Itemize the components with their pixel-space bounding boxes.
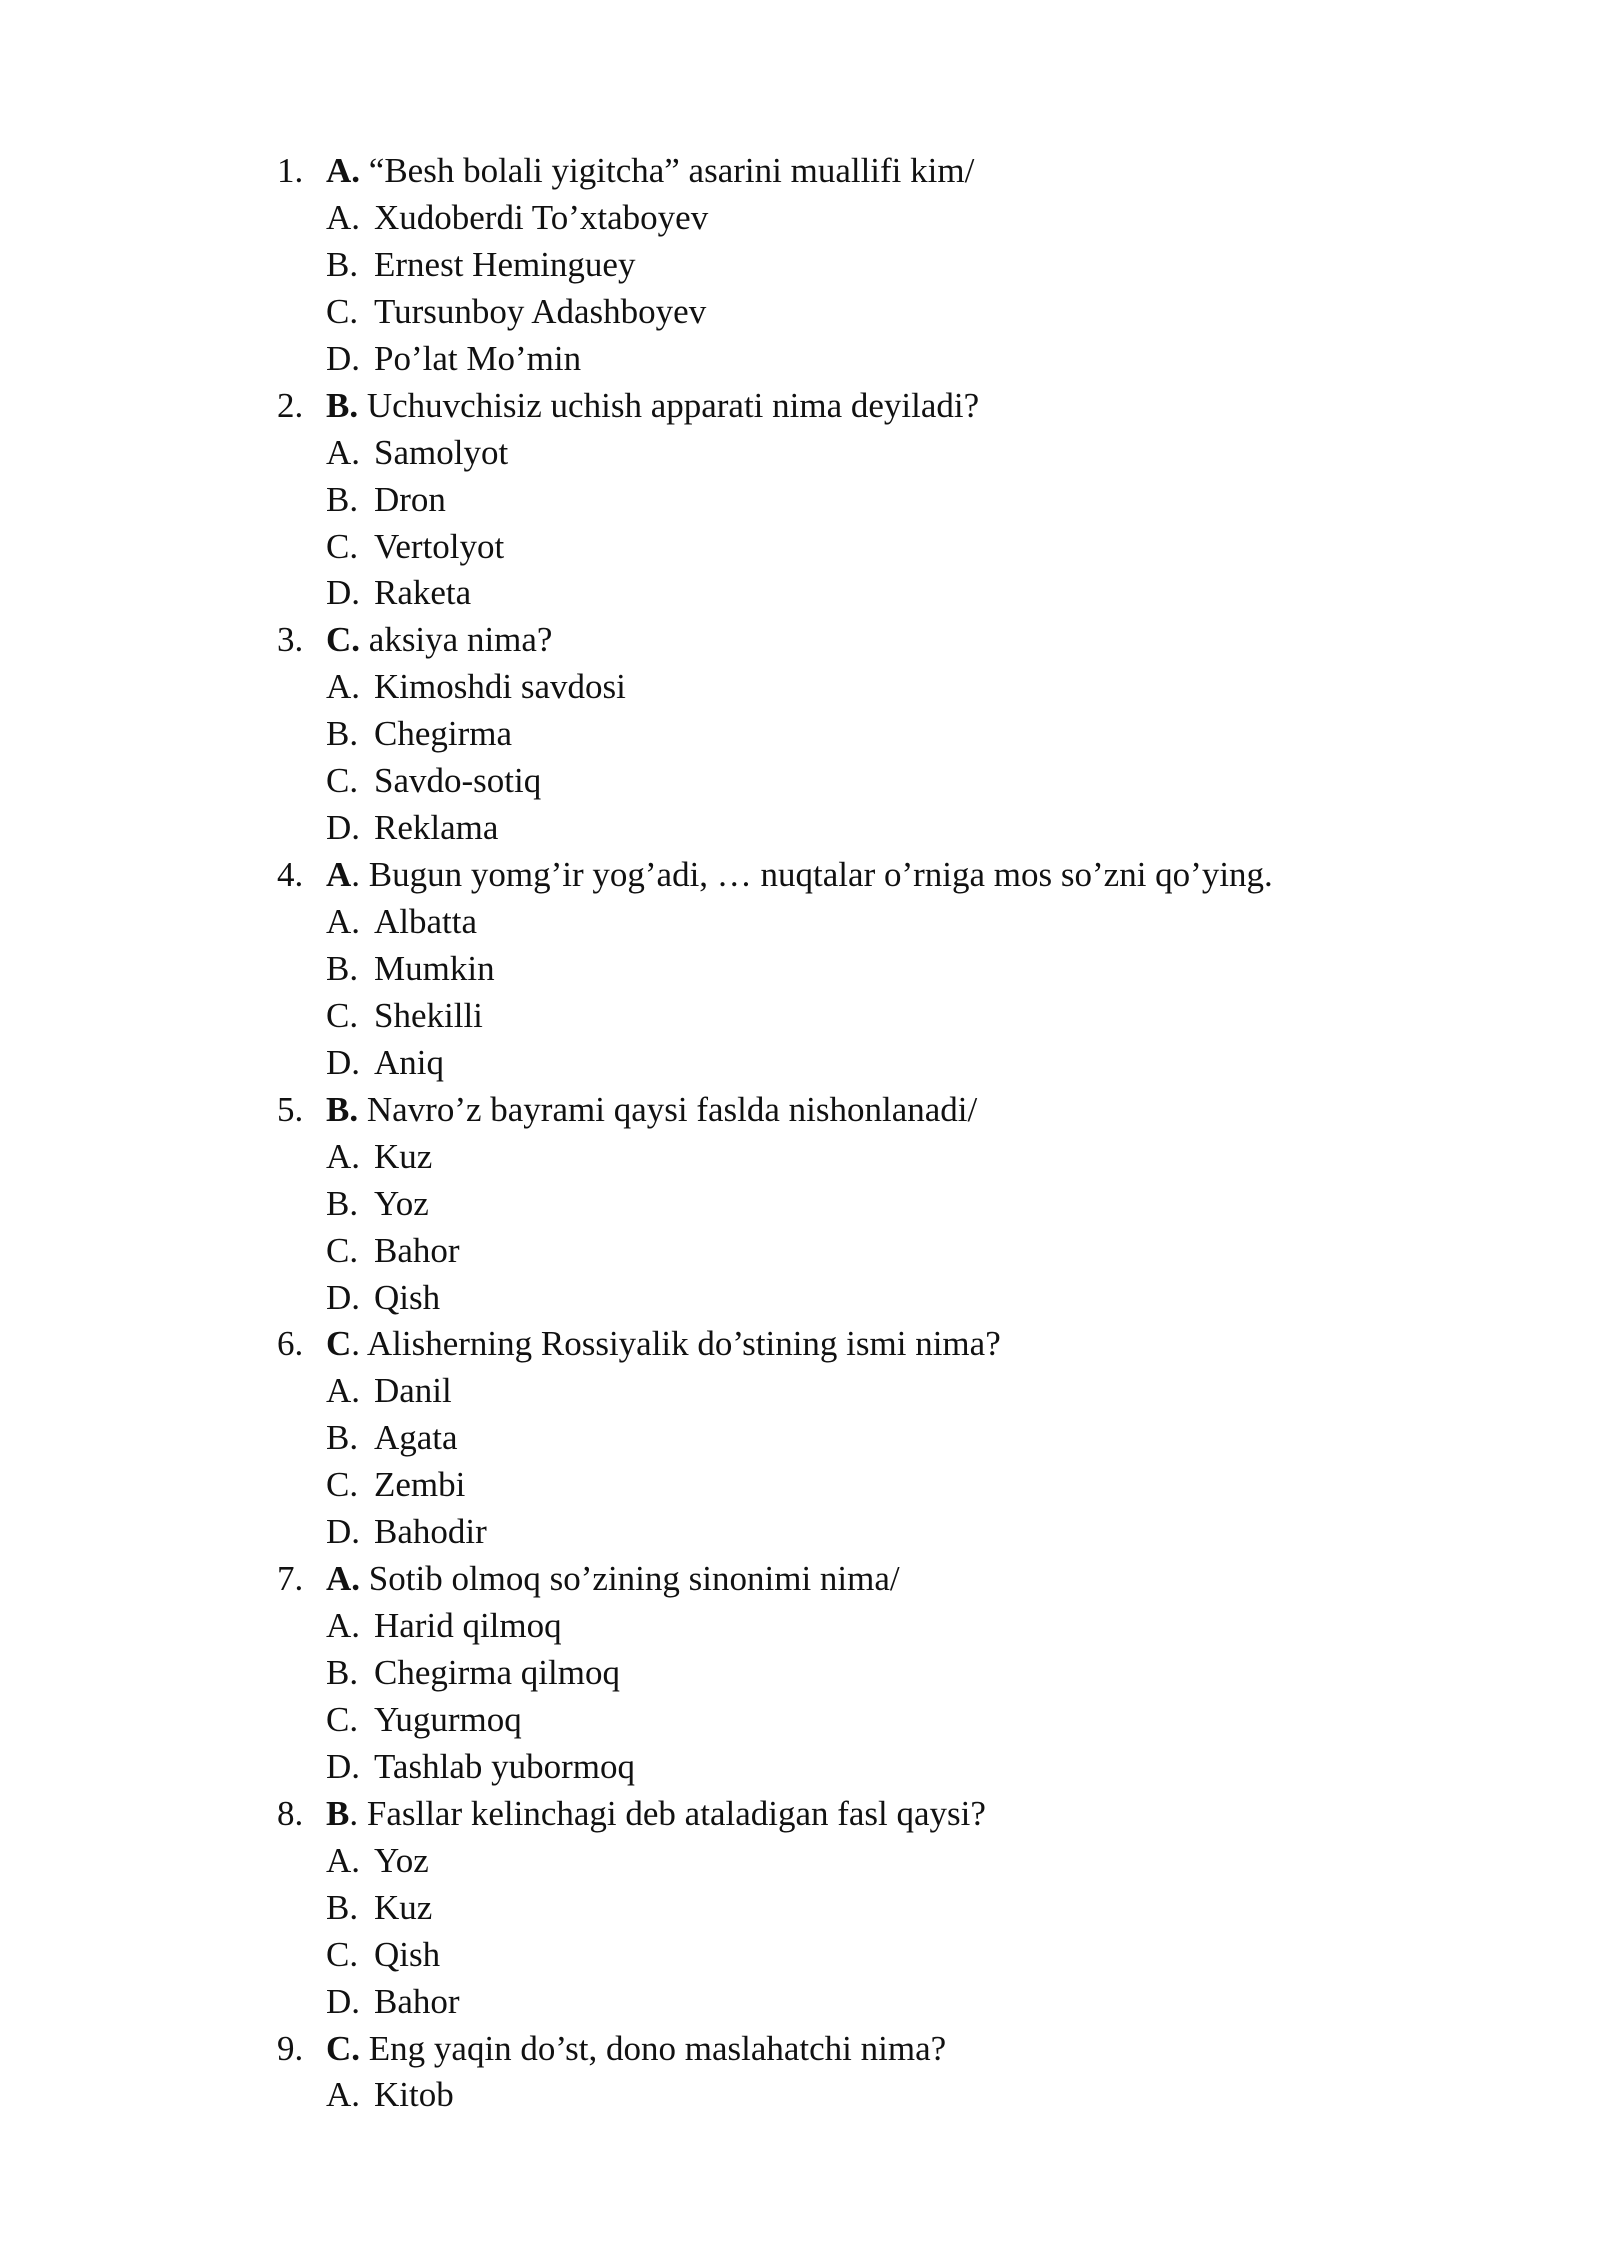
option-content	[326, 1509, 487, 1556]
option-content	[326, 711, 512, 758]
question-4	[277, 852, 1477, 899]
option-letter: C.	[326, 291, 359, 331]
question-prompt: Uchuvchisiz uchish apparati nima deyiladi?	[358, 385, 980, 425]
option-text: Savdo-sotiq	[374, 761, 542, 801]
option-text: Po’lat Mo’min	[374, 338, 582, 378]
question-prompt: . Fasllar kelinchagi deb ataladigan fasl qaysi?	[349, 1793, 986, 1833]
option-content	[326, 1462, 465, 1509]
question-number: 4.	[277, 855, 304, 895]
answer-option	[277, 524, 1477, 571]
question-prompt: aksiya nima?	[360, 620, 553, 660]
answer-option	[277, 336, 1477, 383]
option-content	[326, 2072, 454, 2119]
option-letter: B.	[326, 1653, 359, 1692]
option-letter: D.	[326, 1042, 361, 1082]
option-letter: A.	[326, 667, 361, 707]
option-letter: C.	[326, 995, 359, 1035]
option-content	[326, 430, 508, 477]
option-content	[326, 758, 541, 805]
option-content	[326, 664, 626, 711]
question-number: 2.	[277, 385, 304, 425]
option-letter: D.	[326, 573, 361, 613]
option-text: Agata	[374, 1418, 458, 1458]
answer-option	[277, 758, 1477, 805]
option-letter: B.	[326, 244, 359, 284]
option-content	[326, 1228, 460, 1275]
option-letter: A.	[326, 1606, 361, 1646]
option-text: Mumkin	[374, 948, 495, 988]
option-letter: B.	[326, 948, 359, 988]
question-number: 9.	[277, 2028, 304, 2068]
question-prompt: Sotib olmoq so’zining sinonimi nima/	[360, 1559, 900, 1599]
option-content	[326, 242, 635, 289]
question-prompt: . Alisherning Rossiyalik do’stining ismi nima?	[351, 1324, 1001, 1364]
option-content	[326, 1744, 635, 1791]
answer-option	[277, 1509, 1477, 1556]
question-text	[326, 1556, 900, 1603]
option-text: Kitob	[374, 2075, 454, 2115]
option-letter: C.	[326, 1465, 359, 1505]
option-letter: C.	[326, 761, 359, 801]
question-number: 5.	[277, 1089, 304, 1129]
option-letter: D.	[326, 808, 361, 848]
answer-option	[277, 805, 1477, 852]
question-8	[277, 1791, 1477, 1838]
option-text: Kimoshdi savdosi	[374, 667, 626, 707]
question-text	[326, 383, 979, 430]
answer-option	[277, 946, 1477, 993]
question-text	[326, 1791, 986, 1838]
option-text: Yoz	[374, 1840, 429, 1880]
option-text: Yugurmoq	[374, 1699, 522, 1739]
option-text: Chegirma	[374, 714, 513, 754]
option-letter: C.	[326, 526, 359, 566]
option-content	[326, 946, 495, 993]
answer-option	[277, 1275, 1477, 1322]
option-text: Xudoberdi To’xtaboyev	[374, 197, 709, 237]
option-letter: D.	[326, 338, 361, 378]
question-text	[326, 1087, 977, 1134]
option-letter: C.	[326, 1230, 359, 1270]
answer-option	[277, 1697, 1477, 1744]
option-letter: B.	[326, 1418, 359, 1458]
option-text: Yoz	[374, 1183, 429, 1223]
answer-option	[277, 711, 1477, 758]
option-letter: C.	[326, 1934, 359, 1974]
option-text: Bahor	[374, 1981, 460, 2021]
option-text: Kuz	[374, 1887, 433, 1927]
option-text: Aniq	[374, 1042, 444, 1082]
option-content	[326, 1275, 440, 1322]
question-prompt: Eng yaqin do’st, dono maslahatchi nima?	[360, 2028, 947, 2068]
option-letter: B.	[326, 479, 359, 519]
answer-option	[277, 1650, 1477, 1697]
option-text: Harid qilmoq	[374, 1606, 562, 1646]
option-text: Samolyot	[374, 432, 509, 472]
question-5	[277, 1087, 1477, 1134]
answer-option	[277, 1979, 1477, 2026]
answer-option	[277, 430, 1477, 477]
option-letter: A.	[326, 902, 361, 941]
answer-option	[277, 289, 1477, 336]
question-number: 1.	[277, 151, 304, 190]
question-1	[277, 148, 1477, 195]
option-text: Ernest Heminguey	[374, 244, 636, 284]
question-2	[277, 383, 1477, 430]
option-content	[326, 805, 498, 852]
answer-key: B.	[326, 385, 359, 425]
option-content	[326, 477, 446, 524]
option-letter: A.	[326, 1840, 361, 1880]
option-text: Bahodir	[374, 1512, 487, 1552]
question-9	[277, 2026, 1477, 2073]
answer-key: C.	[326, 620, 361, 660]
option-content	[326, 289, 706, 336]
question-text	[326, 1321, 1001, 1368]
option-content	[326, 993, 483, 1040]
option-content	[326, 1885, 432, 1932]
answer-option	[277, 1744, 1477, 1791]
option-text: Kuz	[374, 1136, 433, 1176]
option-text: Albatta	[374, 902, 478, 941]
question-6	[277, 1321, 1477, 1368]
answer-option	[277, 1228, 1477, 1275]
option-text: Reklama	[374, 808, 499, 848]
option-letter: A.	[326, 432, 361, 472]
answer-option	[277, 195, 1477, 242]
option-letter: C.	[326, 1699, 359, 1739]
answer-option	[277, 1462, 1477, 1509]
option-text: Chegirma qilmoq	[374, 1653, 620, 1692]
option-content	[326, 1979, 460, 2026]
question-text	[326, 148, 974, 195]
answer-key: B	[326, 1793, 350, 1833]
option-letter: A.	[326, 197, 361, 237]
answer-key: A.	[326, 1559, 361, 1599]
option-text: Bahor	[374, 1230, 460, 1270]
question-3	[277, 617, 1477, 664]
question-prompt: “Besh bolali yigitcha” asarini muallifi kim/	[360, 151, 975, 190]
question-list	[277, 148, 1477, 2119]
option-content	[326, 336, 581, 383]
option-text: Vertolyot	[374, 526, 505, 566]
option-letter: A.	[326, 1136, 361, 1176]
answer-option	[277, 242, 1477, 289]
option-content	[326, 1932, 440, 1979]
option-letter: B.	[326, 714, 359, 754]
option-content	[326, 1134, 432, 1181]
option-text: Danil	[374, 1371, 452, 1411]
answer-key: B.	[326, 1089, 359, 1129]
answer-option	[277, 1134, 1477, 1181]
answer-option	[277, 1838, 1477, 1885]
option-letter: D.	[326, 1746, 361, 1786]
question-number: 6.	[277, 1324, 304, 1364]
question-text	[326, 617, 552, 664]
option-content	[326, 1040, 444, 1087]
option-text: Qish	[374, 1934, 441, 1974]
option-text: Dron	[374, 479, 446, 519]
question-number: 3.	[277, 620, 304, 660]
option-content	[326, 195, 708, 242]
answer-key: A	[326, 855, 352, 895]
option-letter: D.	[326, 1512, 361, 1552]
option-text: Tashlab yubormoq	[374, 1746, 635, 1786]
question-prompt: . Bugun yomg’ir yog’adi, … nuqtalar o’rniga mos so’zni qo’ying.	[351, 855, 1273, 895]
option-text: Raketa	[374, 573, 472, 613]
answer-option	[277, 1932, 1477, 1979]
option-content	[326, 1368, 452, 1415]
answer-option	[277, 664, 1477, 711]
answer-option	[277, 1415, 1477, 1462]
option-content	[326, 1697, 522, 1744]
answer-option	[277, 1040, 1477, 1087]
option-content	[326, 524, 504, 571]
answer-option	[277, 1181, 1477, 1228]
option-content	[326, 899, 477, 946]
question-number: 8.	[277, 1793, 304, 1833]
question-7	[277, 1556, 1477, 1603]
option-letter: B.	[326, 1887, 359, 1927]
option-text: Tursunboy Adashboyev	[374, 291, 707, 331]
answer-option	[277, 2072, 1477, 2119]
answer-option	[277, 1603, 1477, 1650]
option-letter: B.	[326, 1183, 359, 1223]
option-letter: A.	[326, 1371, 361, 1411]
option-content	[326, 570, 471, 617]
option-content	[326, 1603, 562, 1650]
option-letter: D.	[326, 1981, 361, 2021]
answer-option	[277, 570, 1477, 617]
answer-option	[277, 1885, 1477, 1932]
question-text	[326, 2026, 946, 2073]
option-letter: A.	[326, 2075, 361, 2115]
option-content	[326, 1181, 429, 1228]
question-number: 7.	[277, 1559, 304, 1599]
option-letter: D.	[326, 1277, 361, 1317]
answer-option	[277, 899, 1477, 946]
option-text: Qish	[374, 1277, 441, 1317]
answer-option	[277, 477, 1477, 524]
option-content	[326, 1415, 458, 1462]
option-content	[326, 1838, 429, 1885]
question-prompt: Navro’z bayrami qaysi faslda nishonlanadi/	[358, 1089, 978, 1129]
option-text: Shekilli	[374, 995, 483, 1035]
option-content	[326, 1650, 620, 1697]
answer-key: C.	[326, 2028, 361, 2068]
option-text: Zembi	[374, 1465, 466, 1505]
answer-option	[277, 1368, 1477, 1415]
answer-option	[277, 993, 1477, 1040]
answer-key: C	[326, 1324, 352, 1364]
answer-key: A.	[326, 151, 361, 190]
question-text	[326, 852, 1273, 899]
